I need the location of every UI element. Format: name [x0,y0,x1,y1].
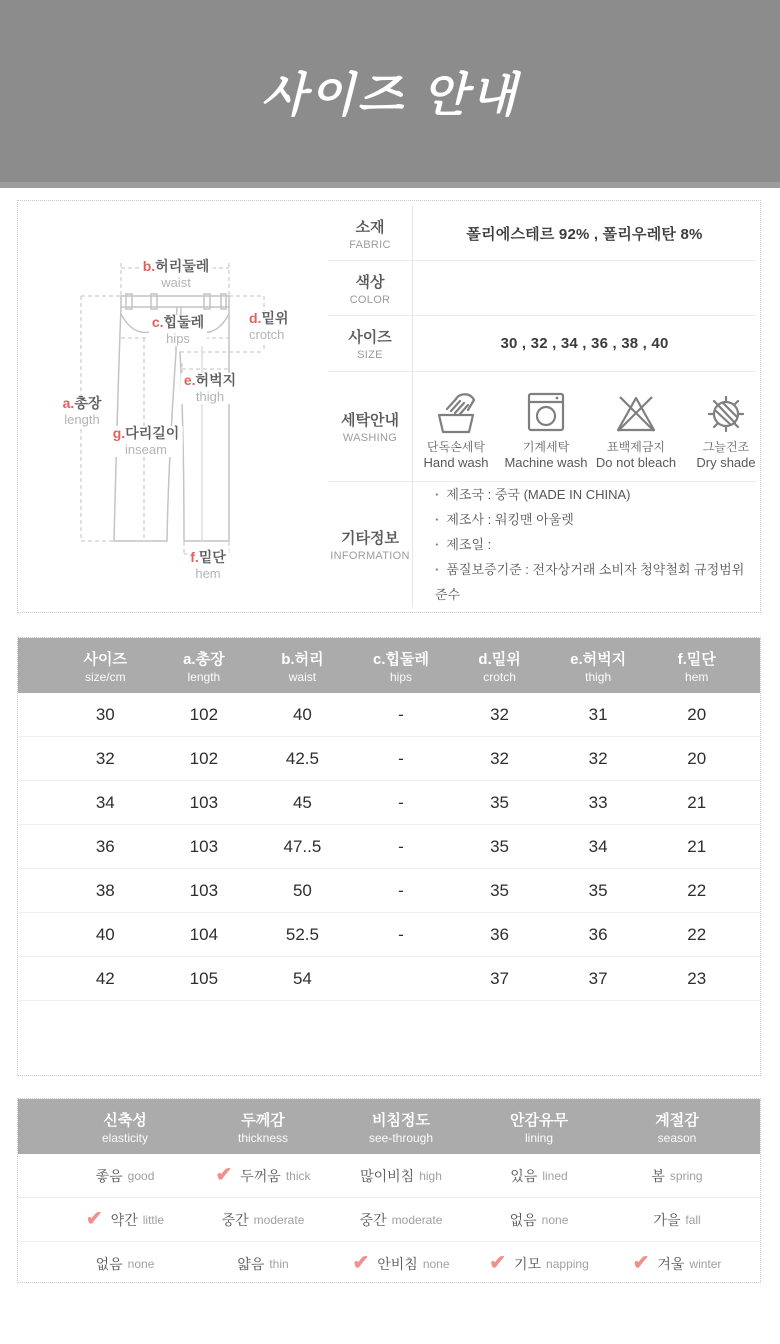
attr-table-row [18,1242,760,1285]
attr-cell [470,1251,608,1274]
info-item-date: · 제조일 : [435,532,756,557]
diagram-label-crotch [246,311,292,342]
attr-col-header-english: lining [524,1130,554,1145]
size-col-header-english: crotch [483,669,516,684]
attr-cell [56,1166,194,1186]
spec-label-english: COLOR [349,293,391,306]
size-cell: - [398,880,404,900]
size-cell: 35 [490,880,510,900]
size-cell: 102 [189,704,219,724]
label-korean: 총장 [74,395,102,411]
washing-item-hand-wash [413,388,499,470]
washing-item-dry-shade [683,388,769,470]
label-english: crotch [249,327,285,342]
attr-value-korean: 중간 [221,1211,249,1228]
diagram-label-waist [140,259,213,290]
attr-col-header-english: thickness [237,1130,289,1145]
attr-cell [332,1251,470,1274]
size-cell: 104 [189,924,219,944]
size-cell: 34 [588,836,608,856]
attr-value-english: none [127,1256,155,1271]
wash-label-korean: 표백제금지 [607,440,665,455]
size-col-header-english: hem [685,669,709,684]
size-cell: 38 [95,880,115,900]
size-cell: - [398,748,404,768]
wash-label-english: Do not bleach [595,455,677,471]
size-col-header-english: waist [288,669,317,684]
machine-wash-icon [522,388,570,436]
spec-label-korean: 기타정보 [341,529,399,547]
label-korean: 밑위 [261,310,289,326]
size-table-row [18,869,760,913]
attr-value-english: spring [669,1168,703,1183]
size-cell: 42 [95,968,115,988]
attr-cell [608,1210,746,1230]
label-letter: b. [142,258,156,274]
page-title: 사이즈 안내 [260,67,520,121]
size-cell: 34 [95,792,115,812]
label-korean: 허벅지 [195,372,237,388]
attr-value-korean: 약간 [110,1211,138,1228]
size-cell: 47..5 [283,836,322,856]
spec-label-english: FABRIC [349,238,391,251]
size-table-row [18,825,760,869]
size-cell: 33 [588,792,608,812]
size-cell: 23 [687,968,707,988]
attr-cell [470,1166,608,1186]
checkmark-icon: ✔ [85,1207,103,1230]
spec-label [328,261,413,315]
attr-value-korean: 안비침 [377,1255,418,1272]
attr-col-header [470,1109,608,1145]
attr-col-header [608,1109,746,1145]
washing-icons [413,382,769,470]
attr-col-header-korean: 비침정도 [372,1111,430,1129]
label-english: inseam [125,442,167,457]
hand-wash-icon [432,388,480,436]
diagram-label-length [60,396,105,427]
info-item-manufacturer: · 제조사 : 워킹맨 아울렛 [435,507,756,532]
wash-label-english: Hand wash [423,455,489,471]
information-list [413,482,756,607]
size-table-row [18,693,760,737]
attr-cell [332,1166,470,1186]
dry-shade-icon [702,388,750,436]
attr-value-korean: 좋음 [95,1167,123,1184]
size-table-row [18,913,760,957]
attr-value-korean: 봄 [651,1167,665,1184]
attr-table-header-row [18,1099,760,1154]
size-cell: 22 [687,880,707,900]
spec-row-information [328,482,756,607]
checkmark-icon: ✔ [489,1251,506,1274]
label-english: length [64,412,100,427]
attr-value-english: thin [269,1256,289,1271]
attr-cell [194,1254,332,1274]
size-cell: 32 [490,704,510,724]
label-english: hem [195,566,221,581]
attr-table-body [18,1154,760,1285]
attr-value-korean: 없음 [509,1211,537,1228]
diagram-label-thigh [181,373,239,404]
attr-value-korean: 없음 [95,1255,123,1272]
attr-table-row [18,1154,760,1198]
spec-row-size [328,316,756,371]
size-cell: 32 [95,748,115,768]
spec-label-english: SIZE [357,349,383,361]
wash-label-english: Dry shade [696,455,756,471]
size-col-header [450,648,549,684]
attribute-table-section [17,1098,761,1283]
size-cell: 105 [189,968,219,988]
size-cell: 54 [292,968,312,988]
spec-label [328,316,413,370]
label-korean: 다리길이 [125,425,180,441]
attr-value-english: moderate [391,1212,443,1227]
spec-label [328,372,413,481]
info-item-country: · 제조국 : 중국 (MADE IN CHINA) [435,482,756,507]
label-letter: g. [112,425,126,441]
diagram-label-hips [149,315,207,346]
checkmark-icon: ✔ [215,1163,233,1186]
do-not-bleach-icon [612,388,660,436]
attr-value-korean: 기모 [513,1255,542,1272]
size-cell: 32 [490,748,510,768]
wash-label-korean: 단독손세탁 [427,440,485,455]
fabric-value: 폴리에스테르 92% , 폴리우레탄 8% [466,225,703,243]
size-col-header-korean: 사이즈 [83,650,128,668]
attr-value-korean: 많이비침 [360,1167,415,1184]
spec-label-korean: 색상 [355,273,385,291]
attr-col-header-korean: 두께감 [241,1111,285,1129]
attr-table-row [18,1198,760,1242]
attr-value-english: lined [542,1168,568,1183]
attr-cell [194,1210,332,1230]
size-cell: 20 [687,704,707,724]
size-cell: 37 [490,968,510,988]
attr-value-english: none [422,1256,450,1271]
diagram-label-inseam [110,426,183,457]
size-col-header-korean: e.허벅지 [570,650,627,668]
size-table-row [18,957,760,1001]
label-letter: f. [190,549,199,565]
label-korean: 밑단 [198,549,226,565]
size-cell: 102 [189,748,219,768]
size-cell: 35 [490,836,510,856]
size-list-value: 30 , 32 , 34 , 36 , 38 , 40 [500,335,669,352]
size-cell: 52.5 [285,924,319,944]
size-cell: 103 [189,836,219,856]
attr-cell [332,1210,470,1230]
size-cell: 103 [189,880,219,900]
size-table-row [18,737,760,781]
attr-cell [56,1207,194,1230]
size-col-header-korean: a.총장 [183,650,225,668]
size-cell: 37 [588,968,608,988]
attr-value-english: thick [285,1168,311,1183]
page-header [0,0,780,188]
size-cell: 36 [490,924,510,944]
attr-value-english: little [142,1212,165,1227]
size-cell: 42.5 [285,748,319,768]
diagram-label-hem [187,550,229,581]
attr-col-header [332,1109,470,1145]
spec-row-color [328,261,756,316]
spec-label-korean: 세탁안내 [341,411,399,429]
size-table-body [18,693,760,1001]
product-info-section [17,200,761,613]
size-cell: 45 [292,792,312,812]
size-cell: 22 [687,924,707,944]
size-table-header-row [18,638,760,693]
size-cell: 36 [588,924,608,944]
size-col-header-english: thigh [585,669,612,684]
size-cell: 50 [292,880,312,900]
washing-item-machine-wash [503,388,589,470]
spec-label-korean: 사이즈 [348,329,392,346]
size-cell: 40 [292,704,312,724]
wash-label-korean: 기계세탁 [522,440,570,455]
size-col-header-korean: f.밑단 [677,650,716,668]
size-col-header-english: length [187,669,221,684]
size-cell: 40 [95,924,115,944]
size-col-header-korean: c.힙둘레 [373,650,429,668]
spec-row-washing [328,372,756,482]
attr-value-korean: 중간 [359,1211,387,1228]
attr-value-korean: 가을 [653,1211,681,1228]
size-col-header [647,648,746,684]
attr-value-english: moderate [253,1212,305,1227]
attr-col-header [56,1109,194,1145]
size-cell: 21 [687,792,707,812]
product-spec-table [328,206,756,607]
size-cell: 30 [95,704,115,724]
checkmark-icon: ✔ [352,1251,370,1274]
label-korean: 힙둘레 [163,314,205,330]
attr-value-english: good [127,1168,155,1183]
size-col-header-korean: b.허리 [281,650,324,668]
size-col-header [56,648,155,684]
size-cell: 32 [588,748,608,768]
attr-col-header [194,1109,332,1145]
size-cell: 31 [588,704,608,724]
size-cell: 35 [490,792,510,812]
size-cell: - [398,836,404,856]
attr-value-english: napping [546,1256,589,1271]
size-cell: 103 [189,792,219,812]
size-col-header-english: hips [389,669,412,684]
size-table-row [18,781,760,825]
attr-value-korean: 얇음 [237,1255,265,1272]
attr-cell [194,1163,332,1186]
attr-col-header-english: see-through [368,1130,434,1145]
spec-label-korean: 소재 [355,218,385,236]
spec-label-english: INFORMATION [330,549,410,562]
washing-item-do-not-bleach [593,388,679,470]
info-item-warranty: · 품질보증기준 : 전자상거래 소비자 청약철회 규정범위 준수 [435,557,756,607]
spec-label [328,206,413,260]
attr-cell [608,1251,746,1274]
spec-label-english: WASHING [342,431,398,444]
label-korean: 허리둘레 [155,258,210,274]
pants-measurement-diagram [18,201,328,614]
attr-value-english: winter [689,1256,722,1271]
attr-value-english: fall [685,1212,701,1227]
wash-label-korean: 그늘건조 [702,440,750,455]
label-letter: e. [183,372,196,388]
label-letter: a. [62,395,75,411]
size-table-section [17,637,761,1076]
checkmark-icon: ✔ [632,1251,650,1274]
attr-value-korean: 두꺼움 [240,1167,281,1184]
spec-label [328,482,413,607]
spec-row-fabric [328,206,756,261]
size-col-header [549,648,648,684]
size-cell: - [398,924,404,944]
wash-label-english: Machine wash [504,455,588,471]
label-english: thigh [195,389,225,404]
attr-value-korean: 있음 [510,1167,538,1184]
size-cell: - [398,704,404,724]
attr-cell [470,1210,608,1230]
size-col-header [253,648,352,684]
size-cell: - [398,792,404,812]
attr-col-header-korean: 계절감 [655,1111,699,1129]
attr-col-header-korean: 신축성 [103,1111,147,1129]
size-cell: 20 [687,748,707,768]
label-english: hips [166,331,190,346]
attr-value-english: none [541,1212,569,1227]
label-english: waist [161,275,191,290]
attr-value-korean: 겨울 [657,1255,685,1272]
size-col-header [155,648,254,684]
attr-value-english: high [419,1168,442,1183]
size-col-header-korean: d.밑위 [478,650,521,668]
attr-cell [608,1166,746,1186]
size-cell: 35 [588,880,608,900]
size-col-header [352,648,451,684]
attr-cell [56,1254,194,1274]
attr-col-header-english: season [657,1130,697,1145]
size-cell: 21 [687,836,707,856]
label-letter: d. [249,310,262,326]
label-letter: c. [151,314,164,330]
size-col-header-english: size/cm [84,669,126,684]
attr-col-header-english: elasticity [101,1130,148,1145]
size-cell: 36 [95,836,115,856]
attr-col-header-korean: 안감유무 [510,1111,568,1129]
